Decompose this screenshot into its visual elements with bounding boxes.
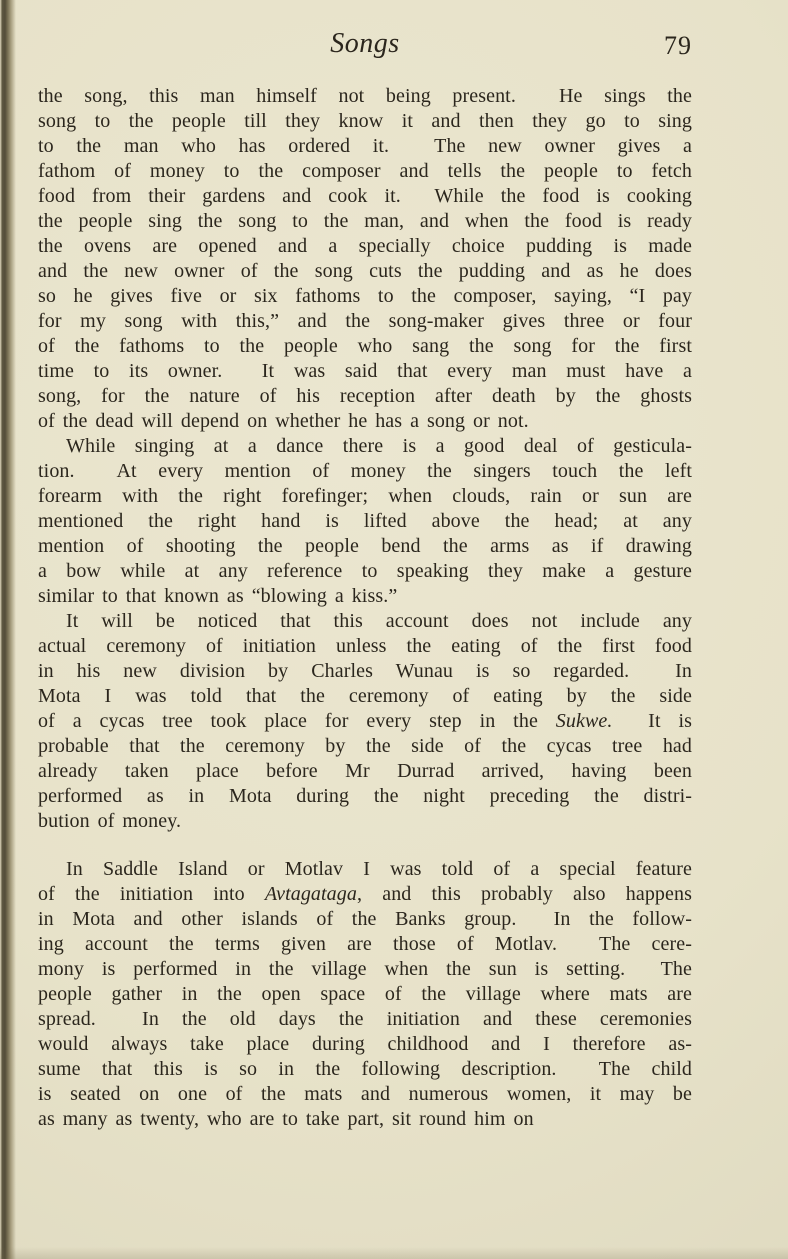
paragraph xyxy=(38,84,692,434)
text-line: actual ceremony of initiation unless the eating of the first food xyxy=(38,635,692,657)
text-line: sume that this is so in the following description. The child xyxy=(38,1058,692,1080)
text-line: probable that the ceremony by the side of the cycas tree had xyxy=(38,735,692,757)
page-title: Songs xyxy=(330,28,400,59)
text-line: already taken place before Mr Durrad arrived, having been xyxy=(38,760,692,782)
paragraph xyxy=(38,857,692,1132)
text-line: ing account the terms given are those of Motlav. The cere- xyxy=(38,933,692,955)
text-line: as many as twenty, who are to take part, sit round him on xyxy=(38,1108,534,1130)
page-number: 79 xyxy=(664,31,692,60)
text-line: While singing at a dance there is a good deal of gesticula- xyxy=(66,435,692,457)
text-line: song, for the nature of his reception after death by the ghosts xyxy=(38,385,692,407)
text-line: of a cycas tree took place for every step in the Sukwe. It is xyxy=(38,710,692,732)
text-line: song to the people till they know it and then they go to sing xyxy=(38,110,692,132)
text-line: the people sing the song to the man, and when the food is ready xyxy=(38,210,692,232)
text-line: mony is performed in the village when the sun is setting. The xyxy=(38,958,692,980)
text-line: in his new division by Charles Wunau is so regarded. In xyxy=(38,660,692,682)
page-body xyxy=(38,84,692,1132)
text-line: time to its owner. It was said that every man must have a xyxy=(38,360,692,382)
text-line: tion. At every mention of money the singers touch the left xyxy=(38,460,692,482)
paragraph xyxy=(38,434,692,609)
text-line: bution of money. xyxy=(38,810,182,832)
text-line: In Saddle Island or Motlav I was told of a special feature xyxy=(66,858,692,880)
text-line: of the fathoms to the people who sang the song for the first xyxy=(38,335,692,357)
text-line: and the new owner of the song cuts the pudding and as he does xyxy=(38,260,692,282)
text-line: spread. In the old days the initiation and these ceremonies xyxy=(38,1008,692,1030)
text-line: performed as in Mota during the night preceding the distri- xyxy=(38,785,692,807)
text-line: to the man who has ordered it. The new owner gives a xyxy=(38,135,692,157)
text-line: fathom of money to the composer and tells the people to fetch xyxy=(38,160,692,182)
text-line: mentioned the right hand is lifted above the head; at any xyxy=(38,510,692,532)
text-line: of the initiation into Avtagataga, and this probably also happens xyxy=(38,883,692,905)
text-line: It will be noticed that this account does not include any xyxy=(66,610,692,632)
text-line: similar to that known as “blowing a kiss.” xyxy=(38,585,398,607)
text-line: so he gives five or six fathoms to the composer, saying, “I pay xyxy=(38,285,692,307)
text-line: forearm with the right forefinger; when clouds, rain or sun are xyxy=(38,485,692,507)
binding-edge-shadow xyxy=(0,0,16,1259)
text-line: for my song with this,” and the song-maker gives three or four xyxy=(38,310,692,332)
text-line: is seated on one of the mats and numerous women, it may be xyxy=(38,1083,692,1105)
text-line: the ovens are opened and a specially choice pudding is made xyxy=(38,235,692,257)
page-bottom-shadow xyxy=(0,1247,788,1259)
text-line: Mota I was told that the ceremony of eating by the side xyxy=(38,685,692,707)
text-line: food from their gardens and cook it. While the food is cooking xyxy=(38,185,692,207)
italic-term: Sukwe. xyxy=(555,710,613,732)
text-line: mention of shooting the people bend the arms as if drawing xyxy=(38,535,692,557)
text-line: of the dead will depend on whether he has a song or not. xyxy=(38,410,529,432)
text-line: the song, this man himself not being present. He sings the xyxy=(38,85,692,107)
italic-term: Avtagataga xyxy=(264,883,357,905)
paragraph xyxy=(38,609,692,834)
text-line: in Mota and other islands of the Banks group. In the follow- xyxy=(38,908,692,930)
text-line: a bow while at any reference to speaking they make a gesture xyxy=(38,560,692,582)
text-line: would always take place during childhood and I therefore as- xyxy=(38,1033,692,1055)
running-header xyxy=(38,26,692,68)
text-line: people gather in the open space of the village where mats are xyxy=(38,983,692,1005)
